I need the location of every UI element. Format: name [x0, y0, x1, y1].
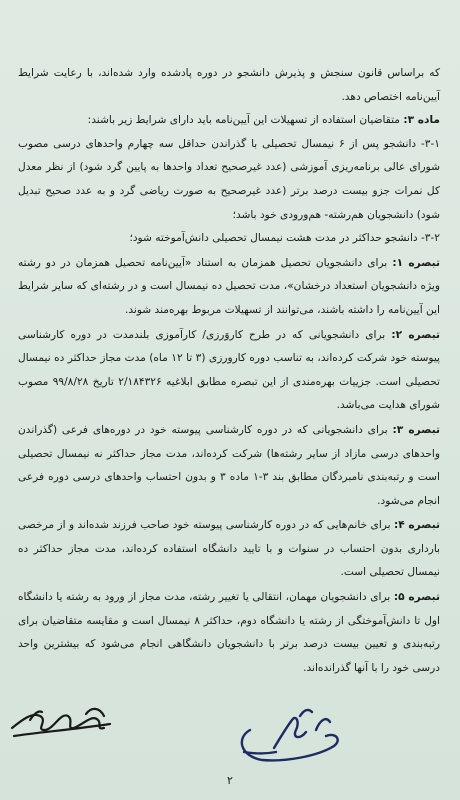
note-1-paragraph — [18, 252, 440, 323]
intro-text: که براساس قانون سنجش و پذیرش دانشجو در دوره پادشده وارد شده‌اند، با رعایت شرایط آیین‌نامه اختصاص دهد. — [18, 67, 440, 103]
note-5-paragraph — [18, 586, 440, 680]
clause-3-2-paragraph — [18, 227, 440, 251]
intro-paragraph — [18, 62, 440, 109]
clause-3-1-paragraph — [18, 133, 440, 227]
signatures-svg — [0, 690, 460, 770]
note-1-title: تبصره ۱: — [392, 256, 440, 269]
article-3-text: متقاضیان استفاده از تسهیلات این آیین‌نامه باید دارای شرایط زیر باشند: — [87, 114, 404, 127]
note-3-text: برای دانشجویانی که در دوره کارشناسی پیوسته خود در دوره‌های فرعی (گذراندن واحدهای درسی مازاد از سایر رشته‌ها) شرکت کرده‌اند، مدت مجاز حداکثر نه نیمسال تحصیلی است و رتبه‌بندی نامبردگان مطابق بند ۳-۱ ماده ۳ و بدون احتساب واحدهای درسی دوره فرعی انجام می‌شود. — [18, 423, 440, 507]
left-signature — [12, 709, 110, 736]
clause-3-1-text: ۳-۱- دانشجو پس از ۶ نیمسال تحصیلی با گذراندن حداقل سه چهارم واحدهای درسی مصوب شورای عالی برنامه‌ریزی آموزشی (عدد غیرصحیح تعداد واحدها به پایین گرد شود) از نظر معدل کل نمرات جزو بیست درصد برتر (عدد غیرصحیح به صورت ریاضی گرد و به عدد صحیح تبدیل شود) دانشجویان هم‌رشته- هم‌ورودی خود باشد؛ — [18, 137, 440, 221]
article-3-title: ماده ۳: — [403, 114, 440, 127]
note-2-text: برای دانشجویانی که در طرح کاروَرزی/ کارآموزی بلندمدت در دوره کارشناسی پیوسته خود شرکت کرده‌اند، به تناسب دوره کارورزی (۳ تا ۱۲ ماه) مدت مجاز حداکثر ده نیمسال تحصیلی است. جزییات بهره‌مندی از این تبصره مطابق ابلاغیه ۲/۱۸۴۳۲۶ تاریخ ۹۹/۸/۲۸ مصوب شورای هدایت می‌باشد. — [18, 328, 441, 412]
note-2-title: تبصره ۲: — [391, 328, 440, 341]
note-5-title: تبصره ۵: — [393, 591, 440, 604]
note-4-text: برای خانم‌هایی که در دوره کارشناسی پیوسته خود صاحب فرزند شده‌اند و از مرخصی بارداری بدون احتساب در سنوات و با تایید دانشگاه استفاده کرده‌اند، مدت مجاز حداکثر ده نیمسال تحصیلی است. — [18, 519, 440, 579]
clause-3-2-text: ۳-۲- دانشجو حداکثر در مدت هشت نیمسال تحصیلی دانش‌آموخته شود؛ — [129, 232, 440, 245]
right-signature — [242, 710, 338, 760]
note-3-paragraph — [18, 419, 440, 513]
signatures-area — [0, 690, 460, 770]
note-2-paragraph — [18, 324, 440, 418]
note-3-title: تبصره ۳: — [392, 423, 440, 436]
page-number: ۲ — [227, 774, 233, 787]
article-3-paragraph — [18, 109, 440, 133]
note-4-title: تبصره ۴: — [393, 519, 440, 532]
note-1-text: برای دانشجویان تحصیل همزمان به استناد «آیین‌نامه تحصیل همزمان در دو رشته ویژه دانشجویان استعداد درخشان»، مدت تحصیل ده نیمسال است و در رشته‌ای که سایر شرایط این آیین‌نامه را داشته باشند، می‌توانند از تسهیلات مربوط بهره‌مند شوند. — [18, 256, 440, 316]
note-5-text: برای دانشجویان مهمان، انتقالی یا تغییر رشته، مدت مجاز از ورود به رشته یا دانشگاه اول تا دانش‌آموختگی از رشته یا دانشگاه دوم، حداکثر ۸ نیمسال است و مقایسه متقاضیان برای رتبه‌بندی و تعیین بیست درصد برتر با دانشجویان دانشگاهی انجام می‌شود که بیشترین واحد درسی خود را با آنها گذرانده‌اند. — [18, 591, 440, 674]
note-4-paragraph — [18, 514, 440, 585]
